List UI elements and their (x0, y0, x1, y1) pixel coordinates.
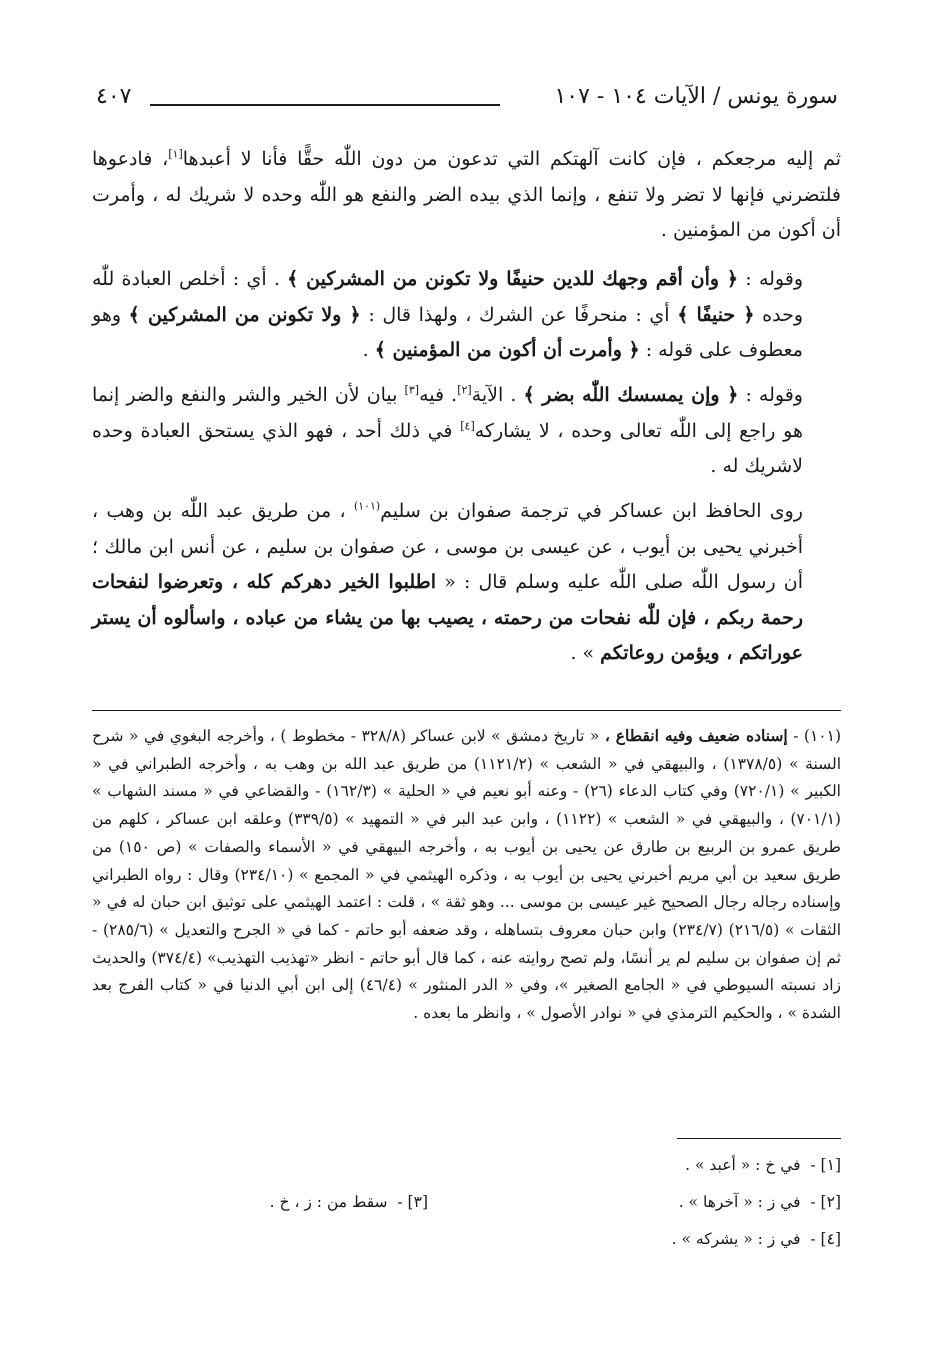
variant-note-4-text: في ز : « يشركه » . (671, 1230, 801, 1248)
variant-note-3 (270, 1184, 428, 1221)
p4-text-a: روى الحافظ ابن عساكر في ترجمة صفوان بن سليم (380, 500, 803, 522)
variant-note-1-number: [١] - (810, 1156, 841, 1174)
p3-text-c: . الآية (471, 384, 517, 406)
header-rule (150, 104, 500, 106)
footnote-101-number: (١٠١) - (793, 727, 841, 745)
p1-text-a: ثم إليه مرجعكم ، فإن كانت آلهتكم التي تدعون من دون اللّٰه حقًّا فأنا لا أعبدها (182, 148, 841, 170)
variant-note-2-text: في ز : « آخرها » . (678, 1193, 801, 1211)
variant-notes-left-column (270, 1184, 428, 1221)
variants-separator (677, 1138, 841, 1139)
p3-text-f: في ذلك أحد ، فهو الذي يستحق العبادة وحده لاشريك له . (92, 419, 803, 477)
variant-ref-3: [٣] (404, 383, 420, 397)
paragraph-4 (92, 494, 841, 672)
p2-text-e: أي : منحرفًا عن الشرك ، ولهذا قال : (368, 303, 670, 326)
variant-note-2-number: [٢] - (810, 1193, 841, 1211)
p3-text-a: وقوله : (745, 384, 803, 406)
p2-text-c: . أي : أخلص العبادة للّٰه وحده (92, 268, 804, 326)
hadith-text: اطلبوا الخير دهركم كله ، وتعرضوا لنفحات رحمة ربكم ، فإن للّٰه نفحات من رحمته ، يصيب بها من يشاء من عباده ، واسألوه أن يستر عوراتكم ، ويؤمن روعاتكم (92, 571, 803, 664)
p3-text-e: بيان لأن الخير والشر والنفع والضر إنما هو راجع إلى اللّٰه تعالى وحده ، لا يشاركه (92, 384, 804, 442)
quran-quote-3: ﴿ ولا تكونن من المشركين ﴾ (128, 303, 361, 326)
quran-quote-4: ﴿ وأمرت أن أكون من المؤمنين ﴾ (374, 339, 640, 361)
quran-quote-2: ﴿ حنيفًا ﴾ (677, 303, 755, 326)
p1-text-b: ، فادعوها فلتضرني فإنها لا تضر ولا تنفع ، وإنما الذي بيده الضر والنفع هو اللّٰه وحده لا شريك له ، وأمرت أن أكون من المؤمنين . (92, 148, 841, 241)
paragraph-2 (92, 262, 841, 369)
variant-note-4 (672, 1221, 841, 1258)
footnote-101-verdict: إسناده ضعيف وفيه انقطاع ، (604, 726, 788, 745)
p3-text-d: . فيه (419, 384, 458, 406)
variant-ref-2: [٢] (457, 383, 472, 397)
quran-quote-5: ﴿ وإن يمسسك اللّٰه بضر ﴾ (523, 384, 739, 406)
variant-ref-1: [١] (168, 147, 183, 161)
footnote-101 (92, 722, 841, 1028)
footnote-101-text: « تاريخ دمشق » لابن عساكر (٣٢٨/٨ - مخطوط ) ، وأخرجه البغوي في « شرح السنة » (١٣٧٨/٥) ، والبيهقي في « الشعب » (١١٢١/٢) من طريق عبد الله بن وهب به ، وأخرجه الطبراني في « الكبير » (٧٢٠/١) وفي كتاب الدعاء (٢٦) - وعنه أبو نعيم في « الحلية » (١٦٢/٣) - والقضاعي في « مسند الشهاب » (٧٠١/١) ، والبيهقي في « الشعب » (١١٢٢) ، وابن عبد البر في « التمهيد » (٣٣٩/٥) وعلقه ابن عساكر ، كلهم من طريق عمرو بن الربيع بن طارق عن يحيى بن أيوب به ، وأخرجه البيهقي في « الأسماء والصفات » (ص ١٥٠) من طريق سعيد بن أبي مريم أخبرني يحيى بن أيوب به ، وذكره الهيثمي في « المجمع » (٢٣٤/١٠) وقال : رواه الطبراني وإسناده رجاله رجال الصحيح غير عيسى بن موسى ... وهو ثقة » ، قلت : اعتمد الهيثمي على توثيق ابن حبان له في « الثقات » (٢١٦/٥) (٢٣٤/٧) وابن حبان معروف بتساهله ، وقد ضعفه أبو حاتم - كما في « الجرح والتعديل » (٢٨٥/٦) - ثم إن صفوان بن سليم لم ير أنسًا، ولم تصح روايته عنه ، كما قال أبو حاتم - انظر «تهذيب التهذيب» (٣٧٤/٤) والحديث زاد نسبته السيوطي في « الجامع الصغير »، وفي « الدر المنثور » (٤٦/٤) إلى ابن أبي الدنيا في « كتاب الفرج بعد الشدة » ، والحكيم الترمذي في « نوادر الأصول » ، وانظر ما بعده . (92, 727, 842, 1023)
variant-note-3-text: سقط من : ز ، خ . (269, 1193, 388, 1211)
p4-text-d: » . (570, 642, 595, 664)
variant-note-2 (672, 1184, 841, 1221)
page-number: ٤٠٧ (96, 84, 132, 109)
p2-text-i: . (362, 339, 369, 361)
variant-note-3-number: [٣] - (397, 1193, 428, 1211)
variant-notes-right-column (672, 1147, 841, 1258)
variant-ref-4: [٤] (460, 419, 475, 433)
p2-text-g: وهو معطوف على قوله : (92, 303, 803, 361)
variant-note-1-text: في خ : « أعبد » . (685, 1156, 801, 1174)
quran-quote-1: ﴿ وأن أقم وجهك للدين حنيفًا ولا تكونن من المشركين ﴾ (287, 268, 739, 290)
paragraph-1 (92, 142, 841, 249)
variant-note-4-number: [٤] - (810, 1230, 841, 1248)
p2-text-a: وقوله : (745, 268, 803, 290)
paragraph-3 (92, 378, 841, 485)
footnote-separator (92, 710, 841, 711)
variant-note-1 (672, 1147, 841, 1184)
running-header-title: سورة يونس / الآيات ١٠٤ - ١٠٧ (554, 84, 838, 109)
footnote-ref-101: (١٠١) (353, 499, 381, 513)
p4-text-b: ، من طريق عبد اللّٰه بن وهب ، أخبرني يحيى بن أيوب ، عن عيسى بن موسى ، عن صفوان بن سليم ، عن أنس ابن مالك ؛ أن رسول اللّٰه صلى اللّٰه عليه وسلم قال : « (92, 500, 803, 593)
